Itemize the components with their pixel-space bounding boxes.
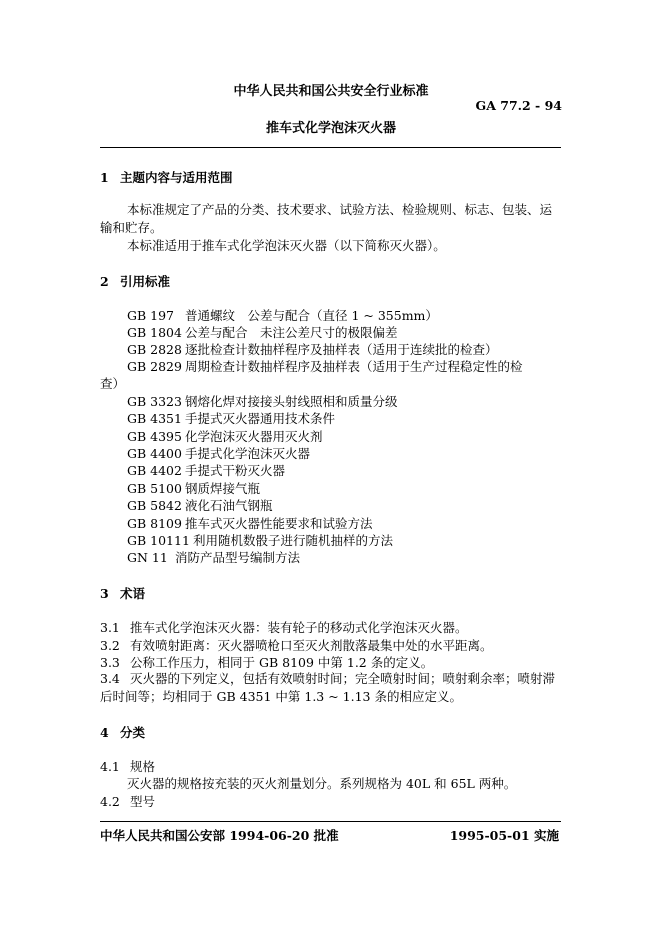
section-1-heading xyxy=(100,168,233,186)
reference-title: 手提式干粉灭火器 xyxy=(185,463,286,478)
footer-rule xyxy=(100,821,561,822)
clause-number: 4.1 xyxy=(100,759,120,774)
reference-title: 普通螺纹 公差与配合（直径 1 ~ 355mm） xyxy=(185,308,438,323)
reference-title: 液化石油气钢瓶 xyxy=(185,498,273,513)
reference-item xyxy=(127,444,310,462)
reference-code: GB 3323 xyxy=(127,394,182,409)
reference-item xyxy=(127,548,300,566)
clause-3-4 xyxy=(100,670,561,706)
reference-title: 手提式灭火器通用技术条件 xyxy=(185,411,336,426)
section-title: 引用标准 xyxy=(120,274,171,289)
reference-code: GB 2829 xyxy=(127,359,182,374)
section-number: 3 xyxy=(100,586,109,601)
reference-code: GB 4400 xyxy=(127,446,182,461)
section-title: 分类 xyxy=(120,725,146,740)
reference-item xyxy=(127,479,260,497)
clause-number: 3.1 xyxy=(100,620,120,635)
clause-title: 规格 xyxy=(130,759,156,774)
clause-number: 3.2 xyxy=(100,638,120,653)
clause-number: 3.3 xyxy=(100,655,120,670)
clause-number: 4.2 xyxy=(100,794,120,809)
reference-item xyxy=(127,392,398,410)
section-title: 术语 xyxy=(120,586,146,601)
clause-text: 推车式化学泡沫灭火器：装有轮子的移动式化学泡沫灭火器。 xyxy=(130,620,468,635)
reference-item xyxy=(127,496,273,514)
reference-code: GN 11 xyxy=(127,550,168,565)
approval-info: 中华人民共和国公安部 1994-06-20 批准 xyxy=(100,828,339,843)
section-4-heading xyxy=(100,723,145,741)
reference-item xyxy=(127,409,335,427)
reference-code: GB 197 xyxy=(127,308,175,323)
reference-code: GB 5842 xyxy=(127,498,182,513)
section-2-heading xyxy=(100,272,170,290)
reference-title: 手提式化学泡沫灭火器 xyxy=(185,446,311,461)
clause-text: 灭火器的下列定义，包括有效喷射时间；完全喷射时间；喷射剩余率；喷射滞后时间等；均相同于 GB 4351 中第 1.3 ~ 1.13 条的相应定义。 xyxy=(100,671,556,704)
clause-3-1 xyxy=(100,618,468,636)
section-1-paragraph-1: 本标准规定了产品的分类、技术要求、试验方法、检验规则、标志、包装、运输和贮存。 xyxy=(100,202,553,235)
reference-title: 化学泡沫灭火器用灭火剂 xyxy=(185,429,323,444)
reference-code: GB 5100 xyxy=(127,481,182,496)
clause-3-2 xyxy=(100,636,493,654)
section-1-paragraph-2: 本标准适用于推车式化学泡沫灭火器（以下简称灭火器）。 xyxy=(127,238,446,253)
reference-title: 钢质焊接气瓶 xyxy=(185,481,261,496)
reference-code: GB 4351 xyxy=(127,411,182,426)
clause-4-1-text: 灭火器的规格按充装的灭火剂量划分。系列规格为 40L 和 65L 两种。 xyxy=(127,776,517,791)
reference-title: 消防产品型号编制方法 xyxy=(175,550,301,565)
clause-3-3 xyxy=(100,653,433,671)
reference-item xyxy=(127,306,438,324)
clause-number: 3.4 xyxy=(100,671,120,686)
reference-title: 钢熔化焊对接接头射线照相和质量分级 xyxy=(185,394,398,409)
section-number: 1 xyxy=(100,170,109,185)
standard-category-title: 中华人民共和国公共安全行业标准 xyxy=(233,84,429,99)
reference-item xyxy=(127,531,393,549)
implementation-date: 1995-05-01 实施 xyxy=(449,828,559,843)
standard-code: GA 77.2 - 94 xyxy=(475,98,562,113)
document-title: 推车式化学泡沫灭火器 xyxy=(265,121,396,136)
reference-item xyxy=(127,514,373,532)
clause-4-2 xyxy=(100,792,155,810)
section-3-heading xyxy=(100,584,145,602)
clause-text: 有效喷射距离：灭火器喷枪口至灭火剂散落最集中处的水平距离。 xyxy=(130,638,493,653)
reference-code: GB 4402 xyxy=(127,463,182,478)
reference-code: GB 8109 xyxy=(127,516,182,531)
clause-title: 型号 xyxy=(130,794,156,809)
clause-text: 公称工作压力，相同于 GB 8109 中第 1.2 条的定义。 xyxy=(130,655,434,670)
reference-item xyxy=(127,340,498,358)
reference-code: GB 1804 xyxy=(127,325,182,340)
reference-code: GB 2828 xyxy=(127,342,182,357)
reference-item-continuation: 查） xyxy=(100,376,126,391)
section-number: 2 xyxy=(100,274,109,289)
reference-title: 周期检查计数抽样程序及抽样表（适用于生产过程稳定性的检 xyxy=(185,359,523,374)
reference-item xyxy=(127,461,285,479)
reference-item xyxy=(127,427,323,445)
header-rule xyxy=(100,147,561,148)
reference-title: 利用随机数骰子进行随机抽样的方法 xyxy=(193,533,394,548)
reference-title: 推车式灭火器性能要求和试验方法 xyxy=(185,516,373,531)
reference-title: 公差与配合 未注公差尺寸的极限偏差 xyxy=(185,325,398,340)
reference-code: GB 10111 xyxy=(127,533,190,548)
reference-item xyxy=(127,323,398,341)
section-number: 4 xyxy=(100,725,109,740)
reference-code: GB 4395 xyxy=(127,429,182,444)
clause-4-1 xyxy=(100,757,155,775)
section-title: 主题内容与适用范围 xyxy=(120,170,233,185)
reference-item xyxy=(127,357,523,375)
reference-title: 逐批检查计数抽样程序及抽样表（适用于连续批的检查） xyxy=(185,342,498,357)
